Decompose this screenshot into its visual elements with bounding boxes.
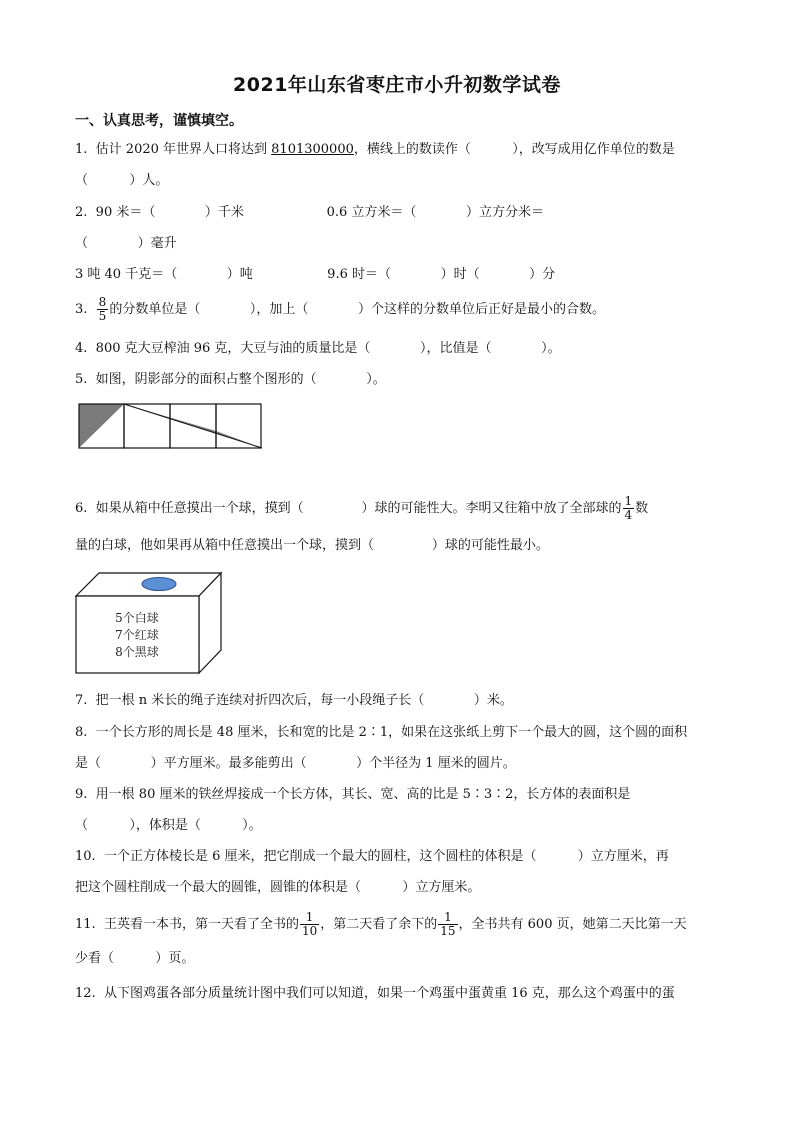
page-title: 2021年山东省枣庄市小升初数学试卷 xyxy=(233,74,561,96)
diagonal-line xyxy=(124,404,262,448)
question-2-line-1: 2. 90 米＝（ ）千米 0.6 立方米＝（ ）立方分米＝ xyxy=(75,205,544,220)
q11-frac1-num: 1 xyxy=(300,911,319,925)
square-4 xyxy=(216,404,261,448)
q3-frac-den: 5 xyxy=(98,309,107,323)
q11-frac2-num: 1 xyxy=(438,911,457,925)
question-2-line-2: （ ）毫升 xyxy=(75,236,177,251)
q3-fraction xyxy=(97,296,109,323)
shaded-squares-figure xyxy=(78,403,262,449)
question-11-line-2: 少看（ ）页。 xyxy=(75,951,195,966)
question-1-line-1 xyxy=(75,141,675,159)
box-opening-icon xyxy=(142,578,176,591)
question-9-line-2: （ ），体积是（ ）。 xyxy=(75,818,262,833)
question-12-line-1: 12. 从下图鸡蛋各部分质量统计图中我们可以知道，如果一个鸡蛋中蛋黄重 16 克，那么这个鸡蛋中的蛋 xyxy=(75,986,675,1001)
question-4: 4. 800 克大豆榨油 96 克，大豆与油的质量比是（ ），比值是（ ）。 xyxy=(75,341,561,356)
q11-fraction-1 xyxy=(300,911,319,938)
question-10-line-2: 把这个圆柱削成一个最大的圆锥，圆锥的体积是（ ）立方厘米。 xyxy=(75,880,481,895)
question-8-line-1: 8. 一个长方形的周长是 48 厘米，长和宽的比是 2∶1，如果在这张纸上剪下一个最大的圆，这个圆的面积 xyxy=(75,725,688,740)
box-label-red: 7个红球 xyxy=(115,628,159,642)
q6-frac-num: 1 xyxy=(624,494,633,508)
q6-fraction xyxy=(623,495,635,522)
q11-text-a: 11. 王英看一本书，第一天看了全书的 xyxy=(75,917,299,932)
box-label-white: 5个白球 xyxy=(115,611,159,625)
q3-frac-num: 8 xyxy=(98,295,107,309)
q11-text-mid: ，第二天看了余下的 xyxy=(320,917,438,932)
question-9-line-1: 9. 用一根 80 厘米的铁丝焊接成一个长方体，其长、宽、高的比是 5∶3∶2，长方体的表面积是 xyxy=(75,787,631,802)
ball-box-figure xyxy=(75,572,223,674)
question-10-line-1: 10. 一个正方体棱长是 6 厘米，把它削成一个最大的圆柱，这个圆柱的体积是（ ）立方厘米，再 xyxy=(75,849,669,864)
q1-text-a: 1. 估计 2020 年世界人口将达到 xyxy=(75,142,272,157)
q11-fraction-2 xyxy=(438,911,457,938)
question-11-line-1 xyxy=(75,910,687,940)
question-1-line-2: （ ）人。 xyxy=(75,173,169,188)
q3-rest: 的分数单位是（ ），加上（ ）个这样的分数单位后正好是最小的合数。 xyxy=(109,302,605,317)
question-6-line-1 xyxy=(75,494,648,524)
question-3 xyxy=(75,295,605,325)
shaded-triangle-left xyxy=(79,404,124,448)
square-2 xyxy=(124,404,170,448)
q11-text-end: ，全书共有 600 页，她第二天比第一天 xyxy=(458,917,687,932)
q1-number: 8101300000 xyxy=(271,142,354,157)
box-label-black: 8个黑球 xyxy=(115,645,159,659)
question-2-line-3: 3 吨 40 千克＝（ ）吨 9.6 时＝（ ）时（ ）分 xyxy=(75,267,556,282)
section-title: 一、认真思考，谨慎填空。 xyxy=(75,113,243,129)
question-5: 5. 如图，阴影部分的面积占整个图形的（ ）。 xyxy=(75,372,386,387)
question-7: 7. 把一根 n 米长的绳子连续对折四次后，每一小段绳子长（ ）米。 xyxy=(75,693,513,708)
q3-prefix: 3. xyxy=(75,302,96,317)
q11-frac2-den: 15 xyxy=(440,924,456,938)
q6-text-end: 数 xyxy=(635,501,649,516)
q6-frac-den: 4 xyxy=(624,508,633,522)
q6-text-a: 6. 如果从箱中任意摸出一个球，摸到（ ）球的可能性大。李明又往箱中放了全部球的 xyxy=(75,501,622,516)
q1-text-b: ，横线上的数读作（ ），改写成用亿作单位的数是 xyxy=(353,142,675,157)
question-6-line-2: 量的白球，他如果再从箱中任意摸出一个球，摸到（ ）球的可能性最小。 xyxy=(75,538,549,553)
q11-frac1-den: 10 xyxy=(301,924,318,938)
question-8-line-2: 是（ ）平方厘米。最多能剪出（ ）个半径为 1 厘米的圆片。 xyxy=(75,756,516,771)
